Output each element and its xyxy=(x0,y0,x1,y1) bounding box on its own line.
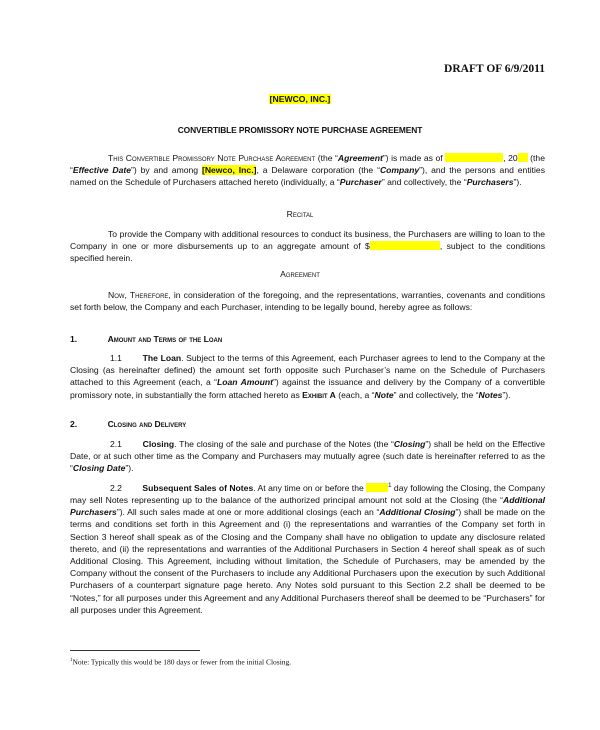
intro-paragraph: This Convertible Promissory Note Purchase Agreement (the “Agreement”) is made as of , 20 (the “Effective Date”) by and among [Newco, Inc.], a Delaware corporation (the “Company”), and the persons and entities named on the Schedule of Purchasers attached hereto (individually, a “Purchaser” and collectively, the “Purchasers”). xyxy=(70,153,545,188)
footnote-ref: 1 xyxy=(388,483,392,489)
section-2-1: 2.1 Closing. The closing of the sale and purchase of the Notes (the “Closing”) shall be held on the Effective Date, or at such other time as the Company and Purchasers may mutually agree (such date is hereinafter referred to as the “Closing Date”). xyxy=(70,439,546,474)
section-1-1: 1.1 The Loan. Subject to the terms of this Agreement, each Purchaser agrees to lend to the Company at the Closing (as hereinafter defined) the amount set forth opposite such Purchaser’s name on the Schedule of Purchasers attached to this Agreement (each, a “Loan Amount”) against the issuance and delivery by the Company of a convertible promissory note, in substantially the form attached hereto as Exhibit A (each, a “Note” and collectively, the “Notes”). xyxy=(70,353,545,400)
company-name: [NEWCO, INC.] xyxy=(269,94,331,104)
now-therefore-paragraph: Now, Therefore, in consideration of the foregoing, and the representations, warranties, covenants and conditions set forth below, the Company and each Purchaser, intending to be legally bound, hereby agree as follows: xyxy=(70,290,545,313)
section-2-2: 2.2 Subsequent Sales of Notes. At any time on or before the $^1$ day following the Closing, the Company may sell Notes representing up to the balance of the authorized principal amount not sold at the Closing (the “Additional Purchasers”). All such sales made at one or more additional closings (each an “Additional Closing”) shall be made on the terms and conditions set forth in this Agreement and (i) the representations and warranties of the Company set forth in Section 3 hereof shall speak as of the Closing and the Company shall have no obligation to update any disclosure related thereto, and (ii) the representations and warranties of the Additional Purchasers in Section 4 hereof shall speak as of such Additional Closing. This Agreement, including without limitation, the Schedule of Purchasers, may be amended by the Company without the consent of the Purchasers to include any Additional Purchasers upon the execution by such Additional Purchasers of a counterpart signature page hereto. Any Notes sold pursuant to this Section 2.2 shall be deemed to be “Notes,” for all purposes under this Agreement and any Additional Purchasers thereof shall be deemed to be “Purchasers” for all purposes under this Agreement. xyxy=(70,482,545,615)
footnote-divider xyxy=(70,650,200,651)
agreement-heading: Agreement xyxy=(280,269,320,279)
section-2-heading: 2. Closing and Delivery xyxy=(70,419,187,429)
days-blank xyxy=(366,483,388,492)
recital-paragraph: To provide the Company with additional resources to conduct its business, the Purchasers are willing to loan to the Company in one or more disbursements up to an aggregate amount of $ , subject to the conditions specified herein. xyxy=(70,229,546,264)
year-blank xyxy=(518,153,528,162)
company-name-inline: [Newco, Inc.] xyxy=(201,165,257,176)
page-title: CONVERTIBLE PROMISSORY NOTE PURCHASE AGREEMENT xyxy=(177,125,423,135)
amount-blank xyxy=(370,241,440,250)
company-placeholder xyxy=(0,93,600,105)
section-1-heading: 1. Amount and Terms of the Loan xyxy=(70,334,223,344)
footnote: $^1$Note: Typically this would be 180 days or fewer from the initial Closing. xyxy=(70,657,292,667)
recital-heading: Recital xyxy=(286,209,314,219)
draft-label: DRAFT OF 6/9/2011 xyxy=(444,63,545,75)
date-blank xyxy=(445,153,503,162)
